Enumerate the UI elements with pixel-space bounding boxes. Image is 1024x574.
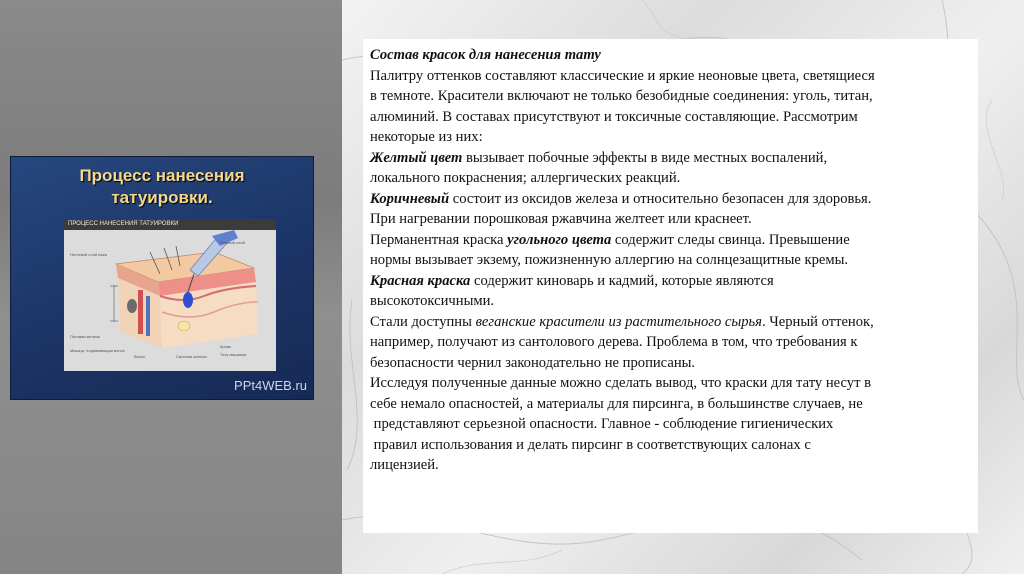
red-color-term: Красная краска bbox=[370, 272, 471, 289]
text-line: представляют серьезной опасности. Главное - соблюдение гигиенических bbox=[370, 416, 834, 432]
text-span: содержит киноварь и кадмий, которые являются bbox=[470, 272, 774, 289]
vegan-term: веганские красители из растительного сырья bbox=[475, 313, 762, 330]
text-span: . Черный оттенок, bbox=[761, 313, 874, 330]
coal-color-line bbox=[370, 230, 970, 251]
text-line: алюминий. В составах присутствуют и токсичные составляющие. Рассмотрим bbox=[370, 108, 858, 125]
text-span: вызывает побочные эффекты в виде местных воспалений, bbox=[462, 149, 828, 166]
skin-diagram bbox=[64, 219, 276, 371]
vegan-line bbox=[370, 312, 970, 333]
text-line: лицензией. bbox=[370, 457, 439, 473]
text-line: Палитру оттенков составляют классические и яркие неоновые цвета, светящиеся bbox=[370, 67, 875, 84]
text-line: При нагревании порошковая ржавчина желтеет или краснеет. bbox=[370, 211, 752, 227]
text-span: Перманентная краска bbox=[370, 231, 508, 248]
watermark: PPt4WEB.ru bbox=[234, 378, 307, 393]
text-span: содержит следы свинца. Превышение bbox=[611, 231, 850, 248]
svg-text:Волос: Волос bbox=[134, 354, 146, 359]
brown-color-line bbox=[370, 189, 970, 210]
text-line: себе немало опасностей, а материалы для пирсинга, в большинстве случаев, не bbox=[370, 395, 863, 412]
text-content bbox=[370, 45, 970, 476]
skin-cross-section-illustration bbox=[64, 230, 276, 371]
svg-text:Сальная железа: Сальная железа bbox=[176, 354, 207, 359]
text-line: в темноте. Красители включают не только безобидные соединения: уголь, титан, bbox=[370, 88, 873, 104]
svg-text:Тату машинка: Тату машинка bbox=[220, 352, 247, 357]
coal-color-term: угольного цвета bbox=[507, 231, 612, 248]
text-line: локального покраснения; аллергических реакций. bbox=[370, 170, 681, 186]
red-color-line bbox=[370, 271, 970, 292]
diagram-header: ПРОЦЕСС НАНЕСЕНИЯ ТАТУИРОВКИ bbox=[64, 219, 276, 230]
tattoo-process-slide-image bbox=[11, 157, 313, 399]
heading: Состав красок для нанесения тату bbox=[370, 47, 601, 63]
text-line: Исследуя полученные данные можно сделать вывод, что краски для тату несут в bbox=[370, 375, 871, 391]
text-line: например, получают из сантолового дерева. Проблема в том, что требования к bbox=[370, 334, 858, 350]
text-line: нормы вызывает экзему, пожизненную аллергию на солнцезащитные кремы. bbox=[370, 252, 849, 268]
text-span: Стали доступны bbox=[370, 313, 476, 330]
text-line: некоторые из них: bbox=[370, 129, 483, 145]
text-line: правил использования и делать пирсинг в соответствующих салонах с bbox=[370, 436, 811, 453]
svg-text:Роговой слой: Роговой слой bbox=[220, 240, 245, 245]
svg-text:Мышца, поднимающая волос: Мышца, поднимающая волос bbox=[70, 348, 125, 353]
text-span: состоит из оксидов железа и относительно безопасен для здоровья. bbox=[449, 190, 872, 207]
text-line: высокотоксичными. bbox=[370, 293, 495, 309]
yellow-color-line bbox=[370, 148, 970, 169]
slide-title-line-2: татуировки. bbox=[111, 188, 213, 207]
slide-title-line-1: Процесс нанесения bbox=[79, 166, 245, 185]
svg-text:Кровь: Кровь bbox=[220, 344, 231, 349]
heading-line bbox=[370, 45, 970, 66]
svg-text:Ногтевой слой кожи: Ногтевой слой кожи bbox=[70, 252, 108, 257]
text-line: безопасности чернил законодательно не прописаны. bbox=[370, 354, 696, 371]
svg-text:Потовая железа: Потовая железа bbox=[70, 334, 100, 339]
slide-image-title bbox=[11, 165, 313, 209]
yellow-color-term: Желтый цвет bbox=[370, 149, 463, 166]
brown-color-term: Коричневый bbox=[370, 190, 450, 207]
